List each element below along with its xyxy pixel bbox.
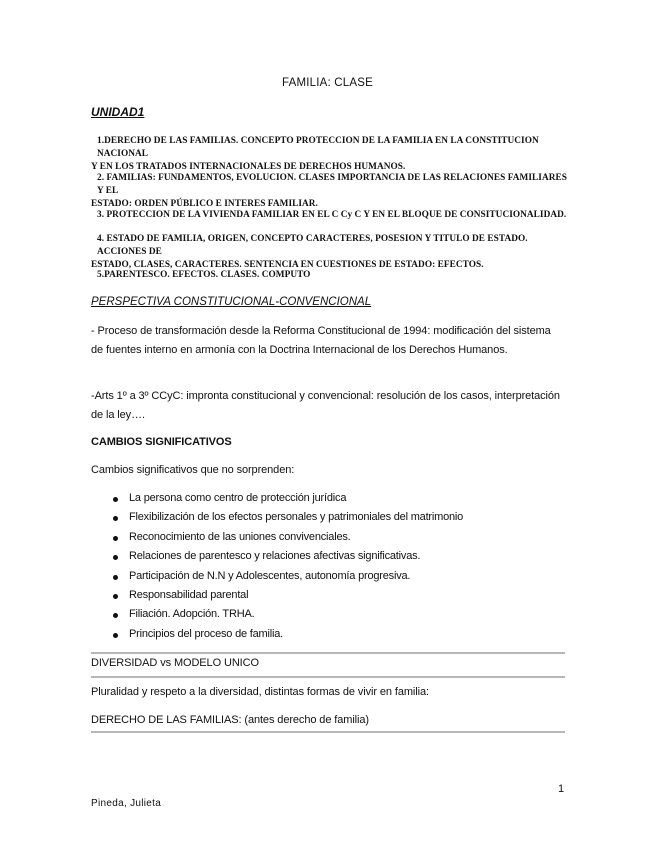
list-item xyxy=(91,625,463,644)
cambios-heading: CAMBIOS SIGNIFICATIVOS xyxy=(91,436,232,448)
paragraph-reforma: - Proceso de transformación desde la Reforma Constitucional de 1994: modificación del sistema de fuentes interno en armonía con la Doctrina Internacional de los Derechos Humanos. xyxy=(91,325,551,356)
list-item-text: La persona como centro de protección jurídica xyxy=(129,492,347,504)
list-item xyxy=(91,528,463,547)
list-item-text: Relaciones de parentesco y relaciones afectivas significativas. xyxy=(129,550,421,563)
topic-line: Y EN LOS TRATADOS INTERNACIONALES DE DERECHOS HUMANOS. xyxy=(91,162,406,172)
topic-line: 4. ESTADO DE FAMILIA, ORIGEN, CONCEPTO CARACTERES, POSESION Y TITULO DE ESTADO. ACCIONES DE xyxy=(97,234,528,257)
topic-line: 2. FAMILIAS: FUNDAMENTOS, EVOLUCION. CLASES IMPORTANCIA DE LAS RELACIONES FAMILIARES Y EL xyxy=(97,173,567,196)
divider xyxy=(91,652,565,654)
bullet-dot-icon xyxy=(113,516,118,521)
footer-author: Pineda, Julieta xyxy=(91,798,162,809)
list-item xyxy=(91,489,463,508)
paragraph-arts: -Arts 1º a 3º CCyC: impronta constitucional y convencional: resolución de los casos, interpretación de la ley…. xyxy=(91,390,560,421)
list-item xyxy=(91,586,463,605)
list-item xyxy=(91,567,463,586)
topic-item-4 xyxy=(91,233,569,272)
pluralidad-text: Pluralidad y respeto a la diversidad, distintas formas de vivir en familia: xyxy=(91,686,429,698)
topic-line: ESTADO: ORDEN PÚBLICO E INTERES FAMILIAR. xyxy=(91,199,318,209)
topic-line: 3. PROTECCION DE LA VIVIENDA FAMILIAR EN EL C Cy C Y EN EL BLOQUE DE CONSITUCIONALIDAD. xyxy=(97,210,567,220)
topic-item-1 xyxy=(91,135,569,174)
derecho-familias-line: DERECHO DE LAS FAMILIAS: (antes derecho de familia) xyxy=(91,714,369,726)
list-item-text: Reconocimiento de las uniones convivenciales. xyxy=(129,530,351,543)
topic-line: 1.DERECHO DE LAS FAMILIAS. CONCEPTO PROTECCION DE LA FAMILIA EN LA CONSTITUCION NACIONAL xyxy=(97,136,539,159)
page-number: 1 xyxy=(558,783,565,795)
topic-item-3 xyxy=(91,209,569,222)
perspectiva-heading: PERSPECTIVA CONSTITUCIONAL-CONVENCIONAL xyxy=(91,296,372,308)
list-item xyxy=(91,547,463,566)
bullet-dot-icon xyxy=(113,555,118,560)
topic-line: 5.PARENTESCO. EFECTOS. CLASES. COMPUTO xyxy=(97,270,311,280)
list-item xyxy=(91,508,463,527)
list-item-text: Participación de N.N y Adolescentes, autonomía progresiva. xyxy=(129,569,411,582)
bullet-dot-icon xyxy=(113,594,118,599)
bullet-dot-icon xyxy=(113,633,118,638)
cambios-intro: Cambios significativos que no sorprenden: xyxy=(91,464,295,476)
list-item-text: Filiación. Adopción. TRHA. xyxy=(129,608,255,621)
document-title: FAMILIA: CLASE xyxy=(282,77,373,89)
list-item-text: Principios del proceso de familia. xyxy=(129,627,283,640)
topic-item-2 xyxy=(91,172,569,211)
diversidad-heading: DIVERSIDAD vs MODELO UNICO xyxy=(91,657,259,669)
list-item-text: Responsabilidad parental xyxy=(129,588,249,601)
bullet-dot-icon xyxy=(113,497,118,502)
bullet-dot-icon xyxy=(113,613,118,618)
bullet-dot-icon xyxy=(113,536,118,541)
bullet-dot-icon xyxy=(113,575,118,580)
unit-heading: UNIDAD1 xyxy=(91,105,145,119)
divider xyxy=(91,731,565,733)
topic-line: ESTADO, CLASES, CARACTERES. SENTENCIA EN CUESTIONES DE ESTADO: EFECTOS. xyxy=(91,260,484,270)
divider xyxy=(91,676,565,678)
topic-item-5 xyxy=(91,269,569,282)
list-item xyxy=(91,605,463,624)
list-item-text: Flexibilización de los efectos personales y patrimoniales del matrimonio xyxy=(129,511,464,524)
cambios-list xyxy=(91,489,463,644)
